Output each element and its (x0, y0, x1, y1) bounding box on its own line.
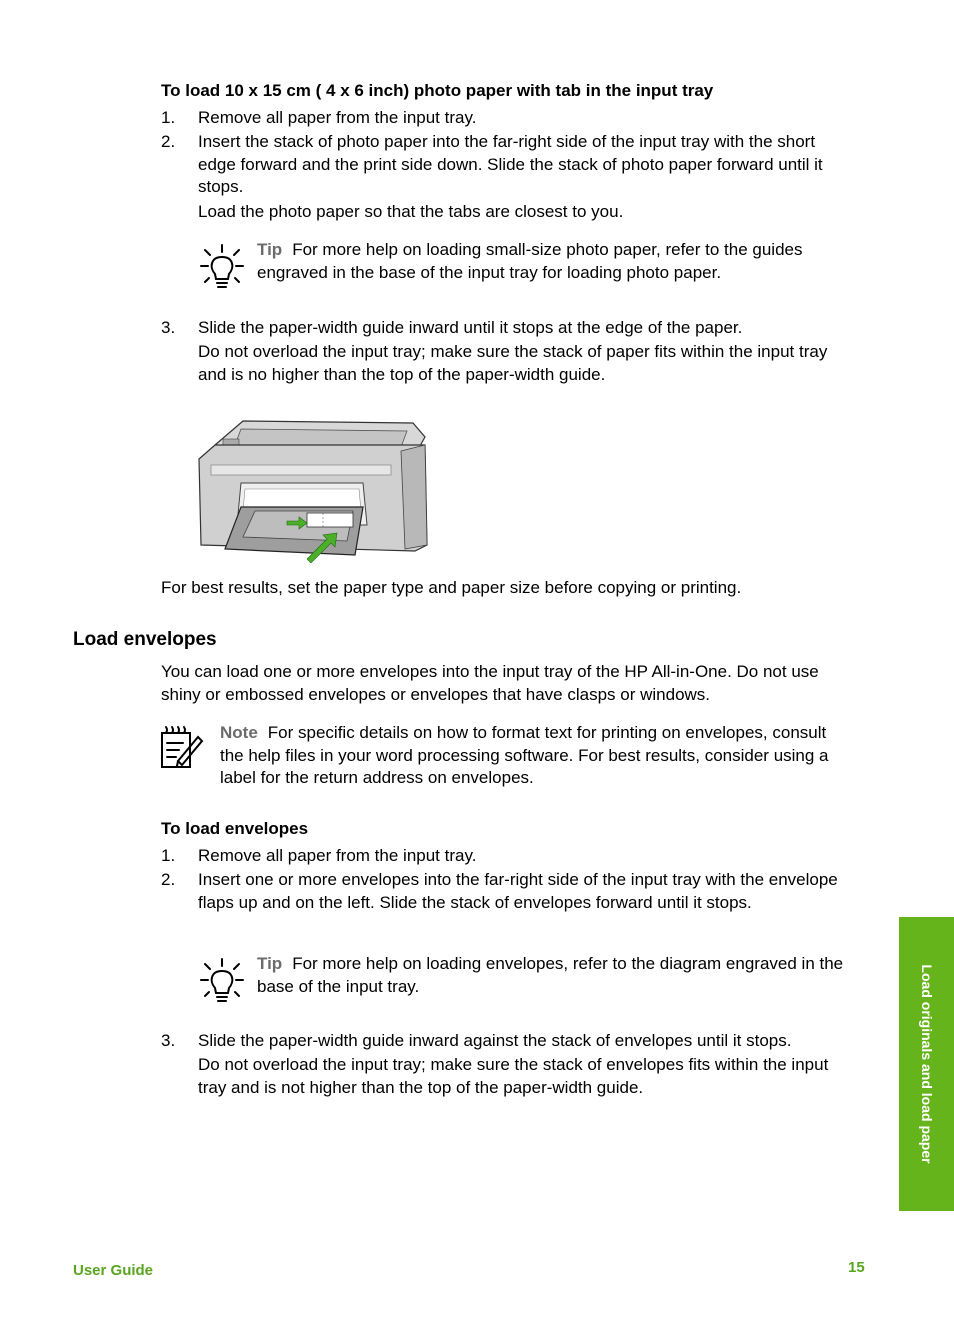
tip-text: For more help on loading envelopes, refer to the diagram engraved in the base of the input tray. (257, 954, 844, 996)
footer-guide-title: User Guide (73, 1262, 154, 1279)
printer-illustration (195, 415, 430, 565)
note-pad-icon (158, 725, 204, 771)
chapter-side-tab-label: Load originals and load paper (918, 964, 935, 1164)
step-text: Slide the paper-width guide inward against the stack of envelopes until it stops. (198, 1031, 792, 1050)
step-number: 1. (161, 846, 176, 865)
paragraph: You can load one or more envelopes into the input tray of the HP All-in-One. Do not use shiny or embossed envelopes or envelopes that have clasps or windows. (161, 662, 819, 704)
procedure-heading-photo: To load 10 x 15 cm ( 4 x 6 inch) photo paper with tab in the input tray (161, 81, 714, 100)
note-text: For specific details on how to format text for printing on envelopes, consult the help files in your word processing software. For best results, consider using a label for the return address on envelopes. (220, 723, 829, 787)
step-text: Remove all paper from the input tray. (198, 846, 477, 865)
tip-label: Tip (257, 240, 283, 259)
tip-lightbulb-icon (199, 956, 245, 1004)
step-detail: Load the photo paper so that the tabs are closest to you. (198, 202, 624, 221)
step-text: Remove all paper from the input tray. (198, 108, 477, 127)
section-title: Load envelopes (73, 629, 217, 650)
step-text: Slide the paper-width guide inward until it stops at the edge of the paper. (198, 318, 743, 337)
step-number: 2. (161, 132, 176, 151)
tip-label: Tip (257, 954, 283, 973)
note-block (220, 722, 850, 790)
paragraph: For best results, set the paper type and paper size before copying or printing. (161, 578, 742, 597)
tip-block (257, 953, 857, 998)
step-number: 3. (161, 1031, 176, 1050)
step-text: Insert the stack of photo paper into the far-right side of the input tray with the short edge forward and the print side down. Slide the stack of photo paper forward until it stops. (198, 132, 823, 196)
step-detail: Do not overload the input tray; make sure the stack of envelopes fits within the input tray and is not higher than the top of the paper-width guide. (198, 1055, 829, 1097)
tip-lightbulb-icon (199, 242, 245, 290)
step-detail: Do not overload the input tray; make sure the stack of paper fits within the input tray and is no higher than the top of the paper-width guide. (198, 342, 828, 384)
step-number: 3. (161, 318, 176, 337)
step-text: Insert one or more envelopes into the far-right side of the input tray with the envelope flaps up and on the left. Slide the stack of envelopes forward until it stops. (198, 870, 838, 912)
procedure-heading-envelopes: To load envelopes (161, 819, 309, 838)
page-number: 15 (848, 1259, 865, 1276)
tip-block (257, 239, 857, 284)
chapter-side-tab (899, 917, 954, 1211)
tip-text: For more help on loading small-size photo paper, refer to the guides engraved in the base of the input tray for loading photo paper. (257, 240, 803, 282)
step-number: 1. (161, 108, 176, 127)
note-label: Note (220, 723, 258, 742)
step-number: 2. (161, 870, 176, 889)
